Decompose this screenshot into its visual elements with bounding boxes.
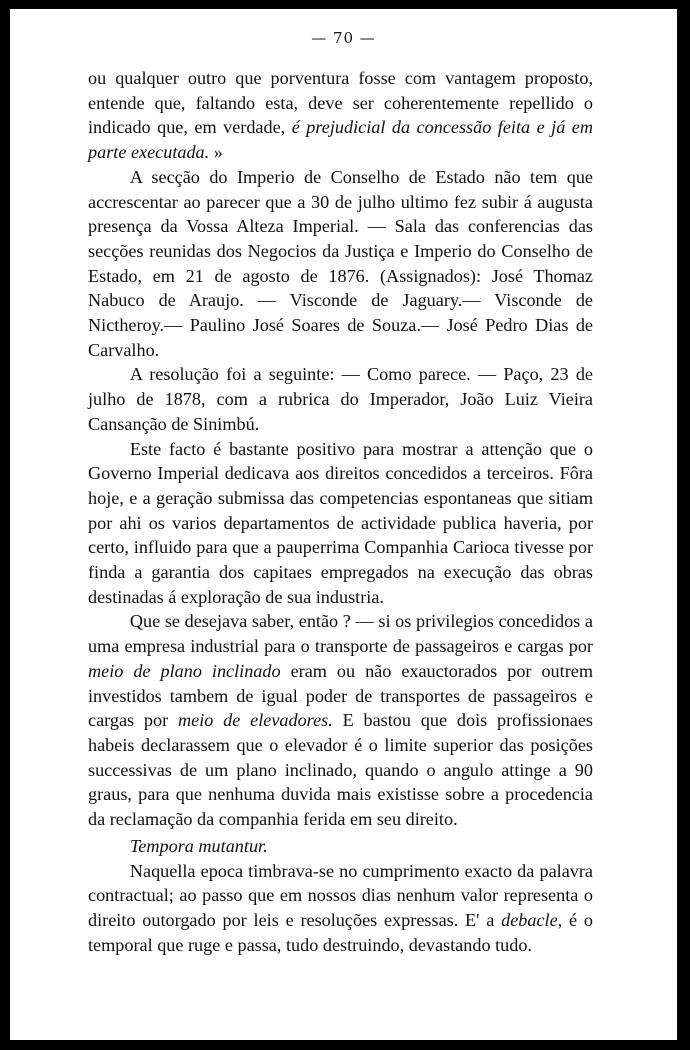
text-run: » (209, 142, 223, 163)
text-run: eram ou não exauctorados por outrem investidos tambem de igual poder de transportes de passageiros e cargas por (88, 660, 593, 731)
body-text (88, 66, 593, 957)
italic-text: debacle, (501, 909, 563, 930)
italic-text: é prejudicial da concessão feita e já em parte executada. (88, 117, 593, 163)
paragraph (88, 165, 593, 363)
text-run: Que se desejava saber, então ? — si os privilegios concedidos a uma empresa industrial para o transporte de passageiros e cargas por (88, 611, 593, 657)
text-run: é o temporal que ruge e passa, tudo destruindo, devastando tudo. (88, 909, 593, 955)
text-run: A resolução foi a seguinte: — Como parece. — Paço, 23 de julho de 1878, com a rubrica do Imperador, João Luiz Vieira Cansanção de Sinimbú. (88, 364, 593, 434)
text-run: Naquella epoca timbrava-se no cumprimento exacto da palavra contractual; ao passo que em nossos dias nenhum valor representa o direito outorgado por leis e resoluções expressas. E' a (88, 860, 593, 930)
text-run: Este facto é bastante positivo para mostrar a attenção que o Governo Imperial dedicava aos direitos concedidos a terceiros. Fôra hoje, e a geração submissa das competencias espontaneas que sitiam por ahi os varios departamentos de actividade publica haveria, por certo, influido para que a pauperrima Companhia Carioca tivesse por finda a garantia dos capitaes empregados na execução das obras destinadas á exploração de sua industria. (88, 438, 593, 607)
paragraph (88, 859, 593, 958)
text-run: ou qualquer outro que porventura fosse com vantagem proposto, entende que, faltando esta, deve ser coherentemente repellido o indicado que, em verdade, (88, 68, 593, 138)
italic-text: meio de elevadores. (177, 710, 333, 731)
book-page (10, 9, 677, 1040)
paragraph (88, 66, 593, 165)
page-number: — 70 — (311, 29, 376, 47)
italic-text: meio de plano inclinado (88, 660, 281, 681)
text-run: E bastou que dois profissionaes habeis declarassem que o elevador é o limite superior das posições successivas de um plano inclinado, quando o angulo attinge a 90 graus, para que nenhuma duvida mais existisse sobre a procedencia da reclamação da companhia ferida em seu direito. (88, 710, 593, 830)
section-heading: Tempora mutantur. (129, 835, 268, 856)
paragraph (88, 437, 593, 610)
text-run: A secção do Imperio de Conselho de Estado não tem que accrescentar ao parecer que a 30 de julho ultimo fez subir á augusta presença da Vossa Alteza Imperial. — Sala das conferencias das secções reunidas dos Negocios da Justiça e Imperio do Conselho de Estado, em 21 de agosto de 1876. (Assignados): José Thomaz Nabuco de Araujo. — Visconde de Jaguary.— Visconde de Nictheroy.— Paulino José Soares de Souza.— José Pedro Dias de Carvalho. (88, 166, 593, 360)
paragraph (88, 609, 593, 831)
paragraph (88, 362, 593, 436)
